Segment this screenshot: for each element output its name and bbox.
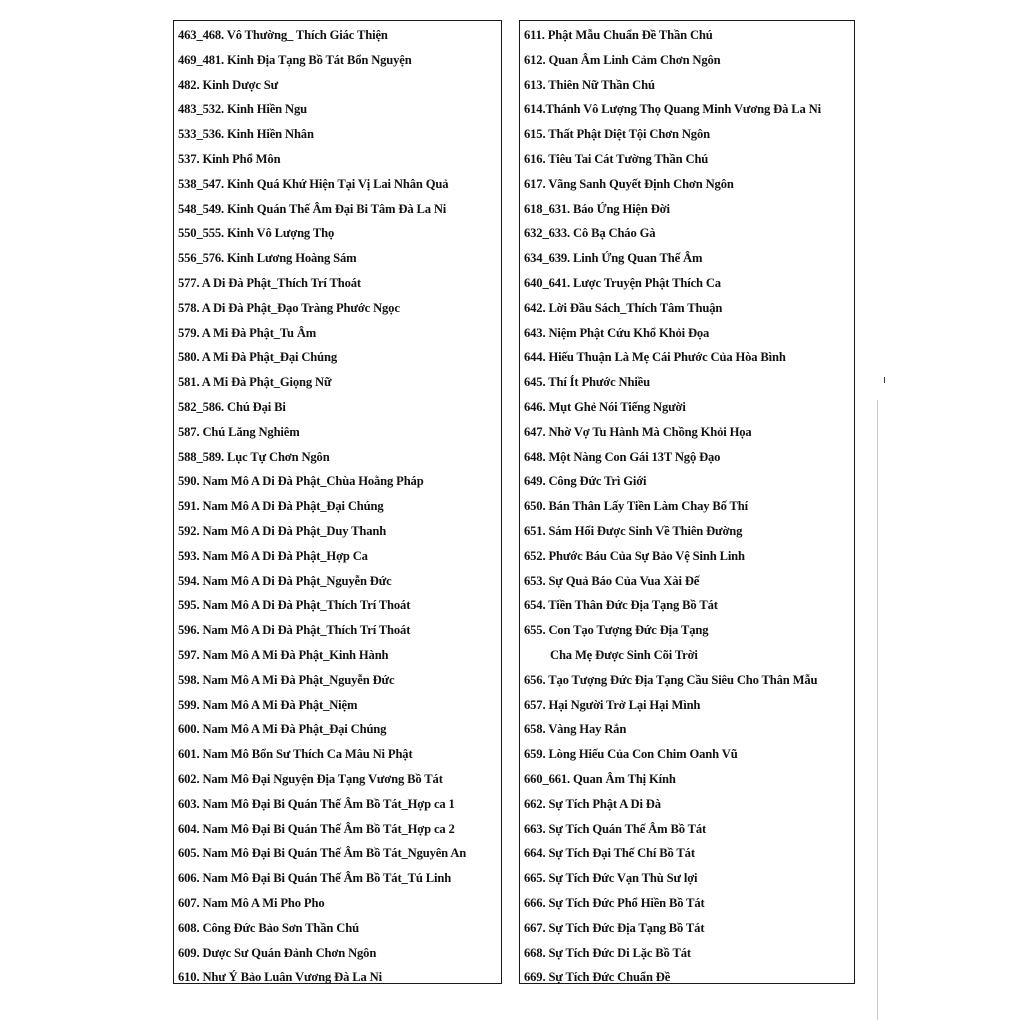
list-item: 605. Nam Mô Đại Bi Quán Thế Âm Bồ Tát_Nguyên An xyxy=(178,846,467,861)
page-edge-line xyxy=(877,400,878,1020)
list-item: 579. A Mi Đà Phật_Tu Âm xyxy=(178,325,317,340)
right-list xyxy=(520,21,854,983)
list-item: 634_639. Linh Ứng Quan Thế Âm xyxy=(524,251,703,266)
left-list-column xyxy=(173,20,502,984)
list-item: 608. Công Đức Bảo Sơn Thần Chú xyxy=(178,920,359,935)
list-item: 664. Sự Tích Đại Thế Chí Bồ Tát xyxy=(524,846,695,861)
list-item: 653. Sự Quả Báo Của Vua Xài Đế xyxy=(524,573,700,588)
list-item: 657. Hại Người Trở Lại Hại Mình xyxy=(524,697,701,712)
list-item: 592. Nam Mô A Di Đà Phật_Duy Thanh xyxy=(178,524,387,538)
list-item: 663. Sự Tích Quán Thế Âm Bồ Tát xyxy=(524,821,707,836)
list-item: 643. Niệm Phật Cứu Khổ Khỏi Đọa xyxy=(524,325,710,340)
list-item: 482. Kinh Dược Sư xyxy=(178,77,279,92)
list-item: 601. Nam Mô Bổn Sư Thích Ca Mâu Ni Phật xyxy=(178,747,413,762)
list-item: 667. Sự Tích Đức Địa Tạng Bồ Tát xyxy=(524,920,705,935)
list-item: 660_661. Quan Âm Thị Kính xyxy=(524,772,676,786)
list-item: 647. Nhờ Vợ Tu Hành Mà Chồng Khỏi Họa xyxy=(524,424,752,439)
list-item: 581. A Mi Đà Phật_Giọng Nữ xyxy=(178,375,332,390)
list-item: 632_633. Cô Bạ Cháo Gà xyxy=(524,226,656,241)
list-item: 580. A Mi Đà Phật_Đại Chúng xyxy=(178,350,337,365)
list-item: 659. Lòng Hiếu Của Con Chim Oanh Vũ xyxy=(524,747,738,762)
list-item: 611. Phật Mẫu Chuẩn Đề Thần Chú xyxy=(524,28,713,42)
list-item: 603. Nam Mô Đại Bi Quán Thế Âm Bồ Tát_Hợp ca 1 xyxy=(178,796,455,811)
list-item: 577. A Di Đà Phật_Thích Trí Thoát xyxy=(178,276,361,290)
list-item: 650. Bán Thân Lấy Tiền Làm Chay Bố Thí xyxy=(524,499,748,514)
list-item: 578. A Di Đà Phật_Đạo Tràng Phước Ngọc xyxy=(178,300,400,315)
list-item: 665. Sự Tích Đức Vạn Thù Sư lợi xyxy=(524,871,698,886)
margin-mark: ı xyxy=(883,373,887,386)
list-item: 594. Nam Mô A Di Đà Phật_Nguyễn Đức xyxy=(178,573,392,588)
list-item: 600. Nam Mô A Mi Đà Phật_Đại Chúng xyxy=(178,722,387,737)
list-item: 614.Thánh Vô Lượng Thọ Quang Minh Vương Đà La Ni xyxy=(524,102,821,117)
right-list-column xyxy=(519,20,855,984)
list-item: 669. Sự Tích Đức Chuẩn Đề xyxy=(524,970,671,985)
list-item: 645. Thí Ít Phước Nhiều xyxy=(524,375,650,390)
list-item: 618_631. Báo Ứng Hiện Đời xyxy=(524,201,670,216)
list-item: 548_549. Kinh Quán Thế Âm Đại Bi Tâm Đà La Ni xyxy=(178,201,447,216)
list-item: 644. Hiếu Thuận Là Mẹ Cái Phước Của Hòa Bình xyxy=(524,350,786,365)
list-item: 616. Tiêu Tai Cát Tường Thần Chú xyxy=(524,152,709,166)
list-item: Cha Mẹ Được Sinh Cõi Trời xyxy=(550,648,698,662)
list-item: 648. Một Nàng Con Gái 13T Ngộ Đạo xyxy=(524,449,721,464)
list-item: 538_547. Kinh Quá Khứ Hiện Tại Vị Lai Nhân Quả xyxy=(178,176,449,191)
list-item: 590. Nam Mô A Di Đà Phật_Chùa Hoằng Pháp xyxy=(178,474,424,489)
list-item: 640_641. Lược Truyện Phật Thích Ca xyxy=(524,276,721,290)
list-item: 607. Nam Mô A Mi Pho Pho xyxy=(178,896,325,910)
list-item: 662. Sự Tích Phật A Di Đà xyxy=(524,796,661,811)
list-item: 609. Dược Sư Quán Đảnh Chơn Ngôn xyxy=(178,945,377,960)
list-item: 604. Nam Mô Đại Bi Quán Thế Âm Bồ Tát_Hợp ca 2 xyxy=(178,821,455,836)
list-item: 599. Nam Mô A Mi Đà Phật_Niệm xyxy=(178,697,358,712)
list-item: 483_532. Kinh Hiền Ngu xyxy=(178,102,307,117)
list-item: 597. Nam Mô A Mi Đà Phật_Kinh Hành xyxy=(178,648,389,662)
list-item: 655. Con Tạo Tượng Đức Địa Tạng xyxy=(524,623,709,638)
list-item: 652. Phước Báu Của Sự Bảo Vệ Sinh Linh xyxy=(524,548,745,563)
list-item: 658. Vàng Hay Rắn xyxy=(524,722,627,737)
list-item: 556_576. Kinh Lương Hoàng Sám xyxy=(178,251,357,266)
left-list xyxy=(174,21,501,983)
list-item: 617. Vãng Sanh Quyết Định Chơn Ngôn xyxy=(524,176,734,191)
list-item: 591. Nam Mô A Di Đà Phật_Đại Chúng xyxy=(178,499,384,514)
list-item: 656. Tạo Tượng Đức Địa Tạng Cầu Siêu Cho Thân Mẫu xyxy=(524,672,818,687)
list-item: 593. Nam Mô A Di Đà Phật_Hợp Ca xyxy=(178,548,368,563)
list-item: 588_589. Lục Tự Chơn Ngôn xyxy=(178,449,330,464)
list-item: 463_468. Vô Thường_ Thích Giác Thiện xyxy=(178,28,388,42)
list-item: 602. Nam Mô Đại Nguyện Địa Tạng Vương Bồ Tát xyxy=(178,772,443,786)
list-item: 612. Quan Âm Linh Cảm Chơn Ngôn xyxy=(524,52,721,67)
list-item: 469_481. Kinh Địa Tạng Bồ Tát Bổn Nguyện xyxy=(178,52,412,67)
list-item: 596. Nam Mô A Di Đà Phật_Thích Trí Thoát xyxy=(178,623,411,638)
list-item: 654. Tiền Thân Đức Địa Tạng Bồ Tát xyxy=(524,598,718,613)
list-item: 668. Sự Tích Đức Di Lặc Bồ Tát xyxy=(524,945,691,960)
list-item: 666. Sự Tích Đức Phổ Hiền Bồ Tát xyxy=(524,896,705,910)
list-item: 598. Nam Mô A Mi Đà Phật_Nguyễn Đức xyxy=(178,672,395,687)
list-item: 595. Nam Mô A Di Đà Phật_Thích Trí Thoát xyxy=(178,598,411,613)
list-item: 533_536. Kinh Hiền Nhân xyxy=(178,127,314,142)
list-item: 613. Thiên Nữ Thần Chú xyxy=(524,77,655,92)
list-item: 610. Như Ý Bảo Luân Vương Đà La Ni xyxy=(178,970,382,985)
list-item: 646. Mụt Ghẻ Nói Tiếng Người xyxy=(524,400,686,414)
list-item: 649. Công Đức Trì Giới xyxy=(524,474,647,489)
list-item: 550_555. Kinh Vô Lượng Thọ xyxy=(178,226,335,241)
list-item: 651. Sám Hối Được Sinh Về Thiên Đường xyxy=(524,524,743,538)
list-item: 642. Lời Đầu Sách_Thích Tâm Thuận xyxy=(524,300,723,315)
list-item: 606. Nam Mô Đại Bi Quán Thế Âm Bồ Tát_Tú Linh xyxy=(178,871,452,886)
list-item: 537. Kinh Phổ Môn xyxy=(178,152,281,166)
list-item: 615. Thất Phật Diệt Tội Chơn Ngôn xyxy=(524,127,710,142)
list-item: 582_586. Chú Đại Bi xyxy=(178,400,286,414)
list-item: 587. Chú Lăng Nghiêm xyxy=(178,424,300,439)
